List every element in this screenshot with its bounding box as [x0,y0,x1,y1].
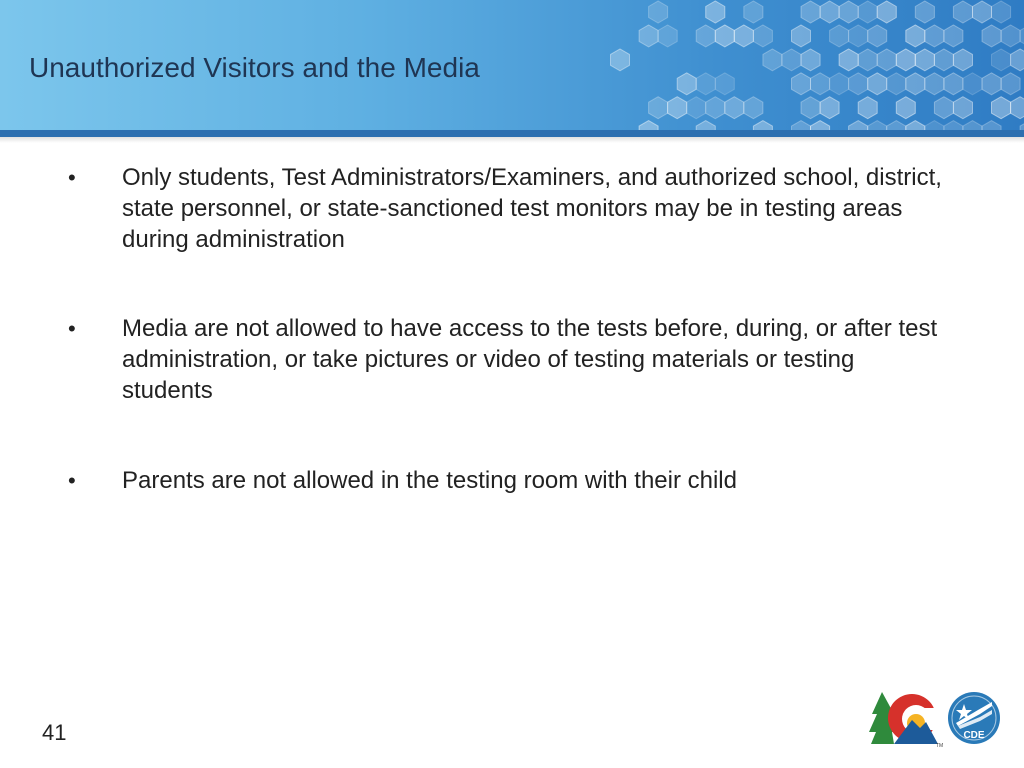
hexagon [906,121,925,130]
header-band [0,130,1024,137]
hexagon [801,1,820,23]
hexagon [611,49,630,71]
hexagon [858,97,877,119]
hexagon [782,49,801,71]
hexagon [906,25,925,47]
hexagon [734,25,753,47]
hexagon [1020,25,1024,47]
hexagon [906,73,925,95]
colorado-cde-logo [868,690,1000,748]
hexagon [696,73,715,95]
hexagon [849,25,868,47]
hexagon [868,73,887,95]
hexagon [792,121,811,130]
hexagon [820,1,839,23]
bullet-text: Only students, Test Administrators/Examiners, and authorized school, district, state personnel, or state-sanctioned test monitors may be in testing areas during administration [122,164,942,253]
hexagon [753,121,772,130]
page-number: 41 [42,720,67,745]
hexagon [953,49,972,71]
hexagon [1020,121,1024,130]
bullet-item [0,465,1024,496]
hexagon [744,1,763,23]
hexagon [925,25,944,47]
hexagon [915,1,934,23]
bullet-marker: • [68,165,76,190]
hexagon [1001,73,1020,95]
slide-title: Unauthorized Visitors and the Media [29,52,480,83]
hexagon [944,25,963,47]
hexagon [715,73,734,95]
hexagon [849,73,868,95]
hexagon [896,49,915,71]
hexagon [811,73,830,95]
hexagon [887,73,906,95]
hexagon [801,97,820,119]
hexagon [715,25,734,47]
hexagon [992,1,1011,23]
hexagon [725,97,744,119]
hexagon [992,49,1011,71]
hexagon [934,97,953,119]
hexagon [639,121,658,130]
hexagon [753,25,772,47]
hexagon [677,73,696,95]
hexagon [792,25,811,47]
bullet-marker: • [68,468,76,493]
hexagon [858,1,877,23]
hexagon [868,121,887,130]
hexagon [744,97,763,119]
hexagon [696,25,715,47]
hexagon [992,97,1011,119]
bullet-text: Media are not allowed to have access to the tests before, during, or after test administration, or take pictures or video of testing materials or testing students [122,315,938,404]
hexagon [801,49,820,71]
bullet-item [0,313,1024,406]
hexagon [792,73,811,95]
hexagon [649,97,668,119]
tm-mark: TM [936,743,944,748]
hexagon [944,73,963,95]
hexagon [830,73,849,95]
cde-label: CDE [963,730,985,741]
hexagon [915,49,934,71]
hexagon [858,49,877,71]
hexagon [963,73,982,95]
hexagon [687,97,706,119]
hexagon [877,1,896,23]
hexagon [1011,49,1024,71]
hexagon [820,97,839,119]
hexagon [706,97,725,119]
hexagon [877,49,896,71]
hexagon [1001,25,1020,47]
hexagon [953,1,972,23]
hexagon [963,121,982,130]
bullet-list [0,162,1024,496]
hexagon [1011,97,1024,119]
hexagon [849,121,868,130]
hexagon [639,25,658,47]
hexagon [811,121,830,130]
hexagon [706,1,725,23]
hexagon [982,25,1001,47]
header-shadow [0,137,1024,143]
hexagon [649,1,668,23]
hexagon [925,73,944,95]
hexagon [839,49,858,71]
hexagon [953,97,972,119]
hexagon [658,25,677,47]
hexagon [763,49,782,71]
hexagon [982,121,1001,130]
hexagon [934,49,953,71]
hexagon [944,121,963,130]
hexagon [887,121,906,130]
hexagon [982,73,1001,95]
hexagon [868,25,887,47]
bullet-item [0,162,1024,255]
hexagon [973,1,992,23]
hexagon [668,97,687,119]
hexagon [925,121,944,130]
hexagon [696,121,715,130]
hexagon [830,25,849,47]
bullet-text: Parents are not allowed in the testing room with their child [122,467,737,494]
hexagon [839,1,858,23]
hexagon [896,97,915,119]
bullet-marker: • [68,316,76,341]
